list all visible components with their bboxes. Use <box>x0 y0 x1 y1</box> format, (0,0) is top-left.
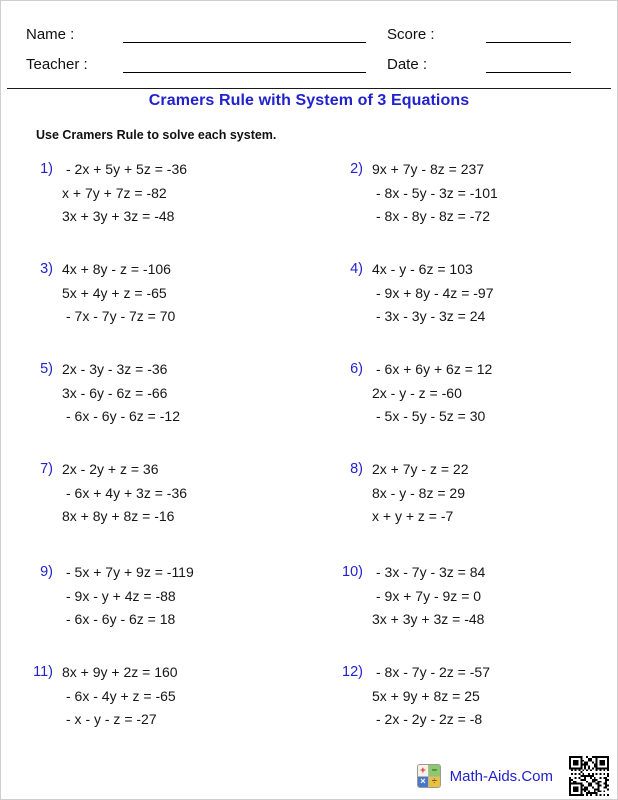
equation-line: x + y + z = -7 <box>372 508 454 524</box>
equation-line: - 5x + 7y + 9z = -119 <box>66 564 194 580</box>
equation-line: - 6x + 4y + 3z = -36 <box>66 484 188 501</box>
teacher-blank-line[interactable] <box>123 55 366 73</box>
equation-line: - x - y - z = -27 <box>66 711 157 727</box>
equation-line: 5x + 9y + 8z = 25 <box>372 687 480 704</box>
page-title: Cramers Rule with System of 3 Equations <box>148 92 470 109</box>
equation-line: - 2x - 2y - 2z = -8 <box>376 711 483 727</box>
equation-line: - 8x - 7y - 2z = -57 <box>376 664 490 680</box>
instructions-text: Use Cramers Rule to solve each system. <box>36 128 277 142</box>
problem-number: 4) <box>350 261 363 277</box>
equation-line: - 6x - 6y - 6z = -12 <box>66 408 180 424</box>
equation-line: - 6x - 6y - 6z = 18 <box>66 611 176 627</box>
problems-list <box>1 158 618 761</box>
problem <box>321 458 469 558</box>
date-blank-line[interactable] <box>486 55 571 73</box>
equation-line: 8x - y - 8z = 29 <box>372 484 465 501</box>
problem <box>321 158 498 258</box>
times-icon: × <box>418 777 429 788</box>
problem-row <box>1 358 618 458</box>
equation-line: - 5x - 5y - 5z = 30 <box>376 408 486 424</box>
score-field <box>387 13 571 43</box>
problem <box>321 358 492 458</box>
problem <box>1 661 321 761</box>
equation-line: 3x + 3y + 3z = -48 <box>62 208 175 224</box>
equation-line: 5x + 4y + z = -65 <box>62 284 167 301</box>
equation-line: 4x - y - 6z = 103 <box>372 261 473 277</box>
problem-number: 9) <box>40 564 53 580</box>
equation-line: - 9x - y + 4z = -88 <box>66 587 176 604</box>
date-label: Date : <box>387 56 428 73</box>
problem <box>321 561 485 661</box>
equation-line: 2x + 7y - z = 22 <box>372 461 469 477</box>
equation-line: 3x - 6y - 6z = -66 <box>62 384 168 401</box>
brand-link[interactable]: Math-Aids.Com <box>449 767 553 785</box>
problem-number: 7) <box>40 461 53 477</box>
equation-line: - 6x + 6y + 6z = 12 <box>376 361 493 377</box>
name-label: Name : <box>26 26 75 43</box>
teacher-label: Teacher : <box>26 56 88 73</box>
equation-line: 8x + 8y + 8z = -16 <box>62 508 175 524</box>
header-divider <box>7 88 611 89</box>
equation-line: x + 7y + 7z = -82 <box>62 184 167 201</box>
minus-icon: − <box>429 765 440 776</box>
equation-line: - 2x + 5y + 5z = -36 <box>66 161 188 177</box>
qr-code <box>569 756 609 796</box>
problem-number: 6) <box>350 361 363 377</box>
equation-line: 2x - 2y + z = 36 <box>62 461 159 477</box>
equation-line: - 3x - 3y - 3z = 24 <box>376 308 486 324</box>
problem-number: 3) <box>40 261 53 277</box>
problem <box>321 258 494 358</box>
problem-number: 5) <box>40 361 53 377</box>
problem-row <box>1 661 618 761</box>
problem-row <box>1 458 618 558</box>
footer <box>417 756 609 796</box>
teacher-field <box>26 43 366 73</box>
equation-line: - 6x - 4y + z = -65 <box>66 687 176 704</box>
problem <box>1 158 321 258</box>
problem <box>1 358 321 458</box>
divide-icon: ÷ <box>429 777 440 788</box>
equation-line: - 8x - 8y - 8z = -72 <box>376 208 490 224</box>
equation-line: 2x - 3y - 3z = -36 <box>62 361 168 377</box>
score-label: Score : <box>387 26 435 43</box>
problem-number: 11) <box>33 664 53 680</box>
score-blank-line[interactable] <box>486 25 571 43</box>
equation-line: - 9x + 7y - 9z = 0 <box>376 587 482 604</box>
name-field <box>26 13 366 43</box>
problem-number: 8) <box>350 461 363 477</box>
problem-row <box>1 258 618 358</box>
problem <box>1 561 321 661</box>
problem <box>321 661 490 761</box>
problem <box>1 258 321 358</box>
problem-row <box>1 561 618 661</box>
equation-line: 2x - y - z = -60 <box>372 384 462 401</box>
problem-number: 12) <box>342 664 363 680</box>
problem <box>1 458 321 558</box>
equation-line: 8x + 9y + 2z = 160 <box>62 664 178 680</box>
equation-line: 9x + 7y - 8z = 237 <box>372 161 485 177</box>
problem-number: 10) <box>342 564 363 580</box>
date-field <box>387 43 571 73</box>
problem-number: 1) <box>40 161 53 177</box>
equation-line: - 7x - 7y - 7z = 70 <box>66 308 176 324</box>
equation-line: 4x + 8y - z = -106 <box>62 261 171 277</box>
problem-row <box>1 158 618 258</box>
equation-line: - 9x + 8y - 4z = -97 <box>376 284 494 301</box>
plus-icon: + <box>418 765 429 776</box>
problem-number: 2) <box>350 161 363 177</box>
equation-line: - 8x - 5y - 3z = -101 <box>376 184 498 201</box>
equation-line: 3x + 3y + 3z = -48 <box>372 611 485 627</box>
worksheet-header <box>26 13 571 73</box>
equation-line: - 3x - 7y - 3z = 84 <box>376 564 486 580</box>
name-blank-line[interactable] <box>123 25 366 43</box>
math-aids-logo-icon <box>417 764 441 788</box>
